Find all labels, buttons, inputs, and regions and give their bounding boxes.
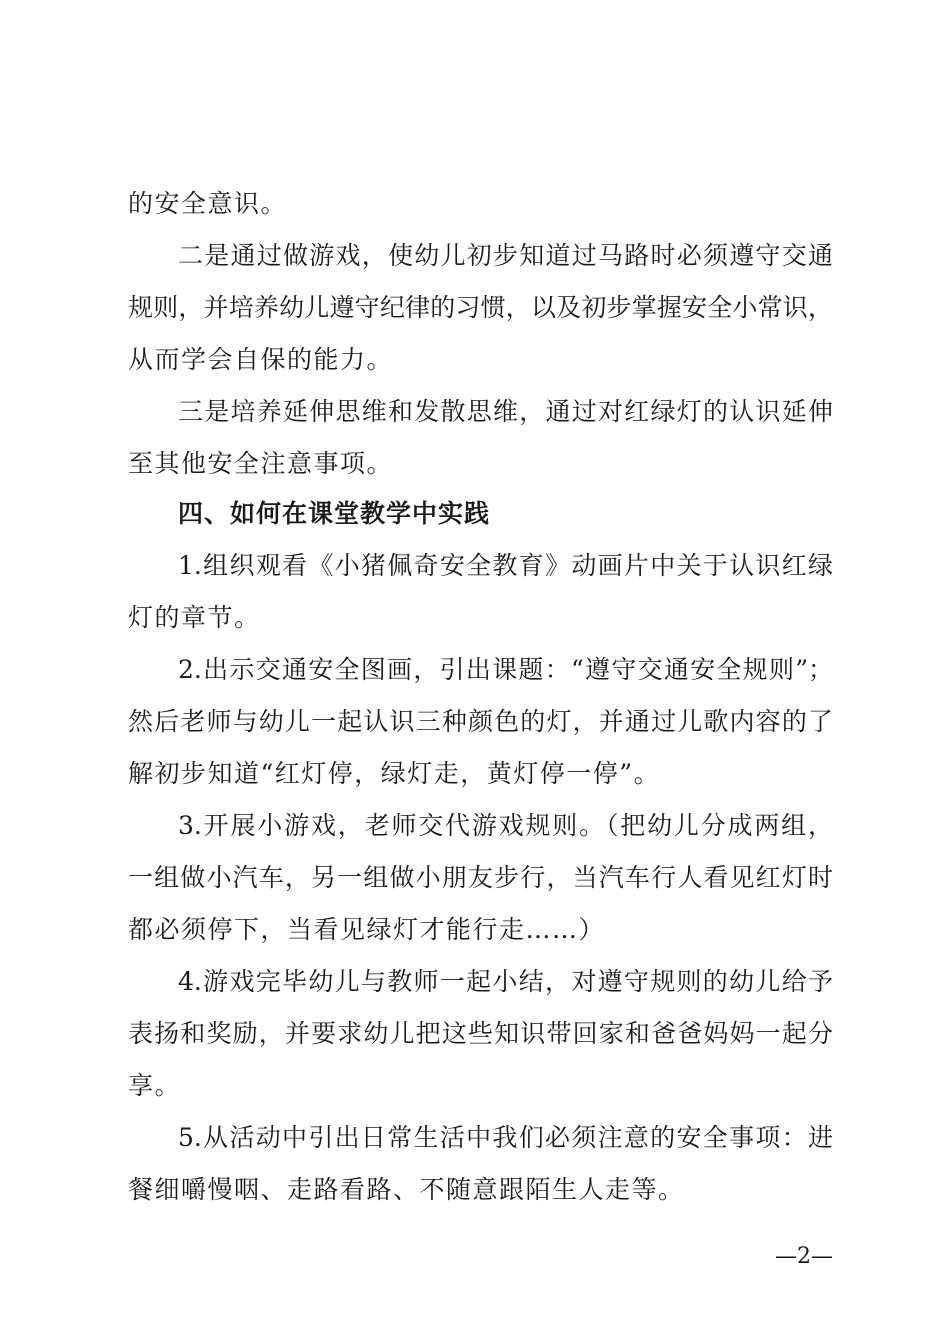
section-heading: 四、如何在课堂教学中实践 bbox=[178, 499, 491, 528]
paragraph-line: 规则，并培养幼儿遵守纪律的习惯，以及初步掌握安全小常识， bbox=[128, 293, 833, 322]
paragraph-line: 二是通过做游戏，使幼儿初步知道过马路时必须遵守交通 bbox=[178, 241, 833, 270]
paragraph-line: 然后老师与幼儿一起认识三种颜色的灯，并通过儿歌内容的了 bbox=[128, 707, 833, 736]
page-number: —2— bbox=[775, 1244, 833, 1269]
paragraph-line: 4.游戏完毕幼儿与教师一起小结，对遵守规则的幼儿给予 bbox=[178, 967, 833, 996]
paragraph-line: 1.组织观看《小猪佩奇安全教育》动画片中关于认识红绿 bbox=[178, 551, 833, 580]
paragraph-line: 解初步知道“红灯停，绿灯走，黄灯停一停”。 bbox=[128, 759, 661, 788]
paragraph-line: 5.从活动中引出日常生活中我们必须注意的安全事项：进 bbox=[178, 1123, 833, 1152]
paragraph-line: 都必须停下，当看见绿灯才能行走……） bbox=[128, 915, 606, 944]
paragraph-line: 三是培养延伸思维和发散思维，通过对红绿灯的认识延伸 bbox=[178, 397, 833, 426]
paragraph-line: 3.开展小游戏，老师交代游戏规则。（把幼儿分成两组， bbox=[178, 811, 833, 840]
paragraph-line: 享。 bbox=[128, 1071, 182, 1100]
paragraph-line: 一组做小汽车，另一组做小朋友步行，当汽车行人看见红灯时 bbox=[128, 863, 833, 892]
paragraph-line: 至其他安全注意事项。 bbox=[128, 449, 394, 478]
paragraph-line: 从而学会自保的能力。 bbox=[128, 345, 394, 374]
paragraph-line: 2.出示交通安全图画，引出课题：“遵守交通安全规则”； bbox=[178, 655, 833, 684]
paragraph-line: 灯的章节。 bbox=[128, 603, 261, 632]
paragraph-line: 表扬和奖励，并要求幼儿把这些知识带回家和爸爸妈妈一起分 bbox=[128, 1019, 833, 1048]
paragraph-line: 餐细嚼慢咽、走路看路、不随意跟陌生人走等。 bbox=[128, 1175, 685, 1204]
paragraph-line: 的安全意识。 bbox=[128, 189, 288, 218]
